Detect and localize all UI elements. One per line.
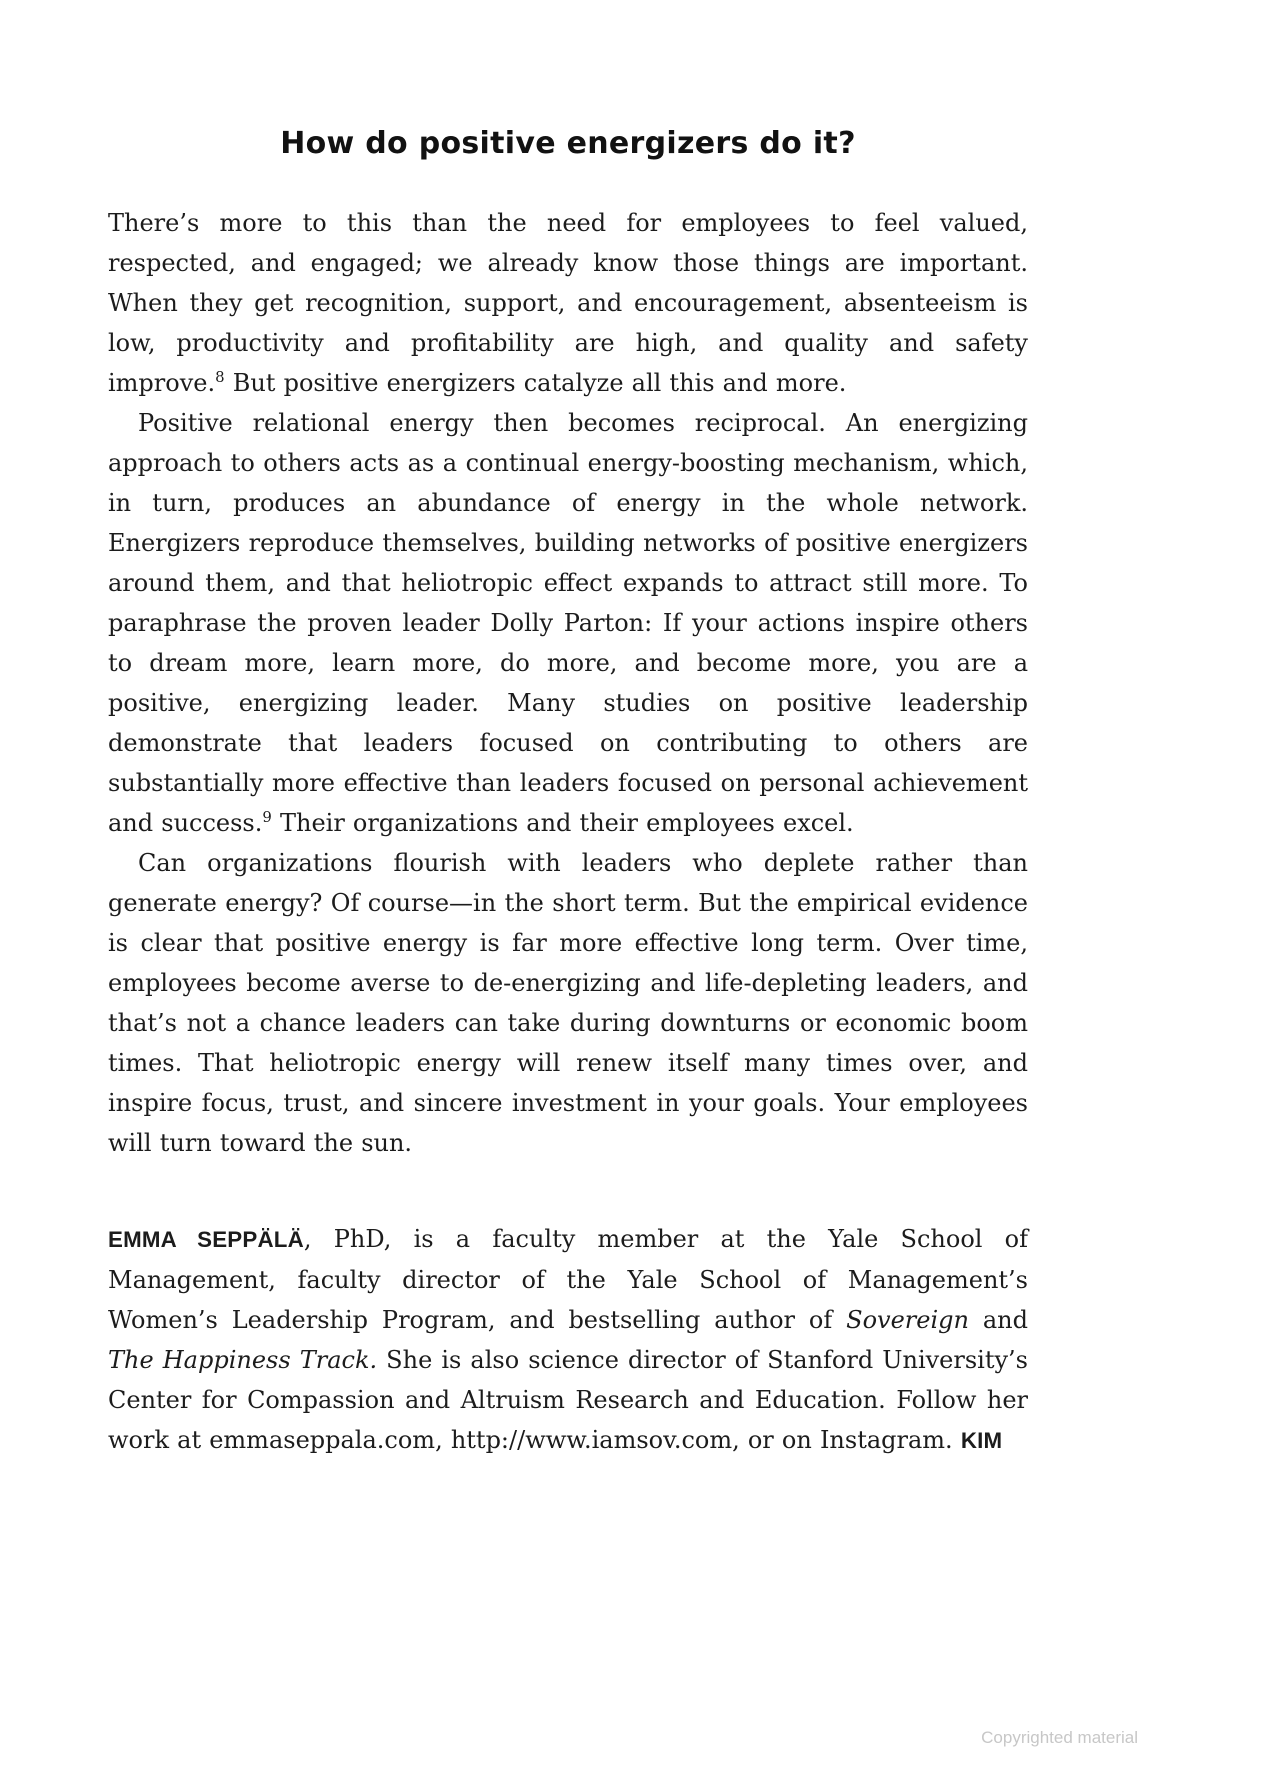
text-run: , PhD, is a faculty member at the Yale School of Management, faculty director of the Yale School of Management’s Women’s Leadership Program, and bestselling author of: [108, 1225, 1028, 1334]
styled-text-run: KIM: [960, 1428, 1003, 1453]
text-run: Their organizations and their employees excel.: [271, 809, 854, 837]
text-run: She is also science director of Stanford University’s Center for Compassion and Altruism Research and Education. Follow her work at emmaseppala.com, http://www.iamsov.com, or on Instagram.: [108, 1346, 1028, 1454]
body-paragraphs: [108, 203, 1028, 1163]
styled-text-run: The Happiness Track.: [108, 1346, 378, 1374]
text-run: Can organizations flourish with leaders who deplete rather than generate energy? Of course—in the short term. But the empirical evidence is clear that positive energy is far more effective long term. Over time, employees become averse to de-energizing and life-depleting leaders, and that’s not a chance leaders can take during downturns or economic boom times. That heliotropic energy will renew itself many times over, and inspire focus, trust, and sincere investment in your goals. Your employees will turn toward the sun.: [108, 849, 1028, 1157]
book-page: [108, 126, 1028, 1461]
text-run: Positive relational energy then becomes reciprocal. An energizing approach to others acts as a continual energy-boosting mechanism, which, in turn, produces an abundance of energy in the whole network. Energizers reproduce themselves, building networks of positive energizers around them, and that heliotropic effect expands to attract still more. To paraphrase the proven leader Dolly Parton: If your actions inspire others to dream more, learn more, do more, and become more, you are a positive, energizing leader. Many studies on positive leadership demonstrate that leaders focused on contributing to others are substantially more effective than leaders focused on personal achievement and success.: [108, 409, 1028, 837]
styled-text-run: Sovereign: [846, 1306, 969, 1334]
footnote-reference: 8: [215, 368, 225, 386]
body-paragraph: [108, 403, 1028, 843]
footnote-reference: 9: [262, 808, 272, 826]
text-run: and: [968, 1306, 1028, 1334]
bio-paragraph: [108, 1219, 1028, 1461]
styled-text-run: EMMA SEPPÄLÄ: [108, 1227, 304, 1252]
copyright-watermark: Copyrighted material: [981, 1728, 1138, 1747]
page-title: How do positive energizers do it?: [280, 126, 856, 161]
body-paragraph: [108, 843, 1028, 1163]
text-run: But positive energizers catalyze all this and more.: [224, 369, 847, 397]
body-paragraph: [108, 203, 1028, 403]
text-run: There’s more to this than the need for employees to feel valued, respected, and engaged; we already know those things are important. When they get recognition, support, and encouragement, absenteeism is low, productivity and profitability are high, and quality and safety improve.: [108, 209, 1028, 397]
